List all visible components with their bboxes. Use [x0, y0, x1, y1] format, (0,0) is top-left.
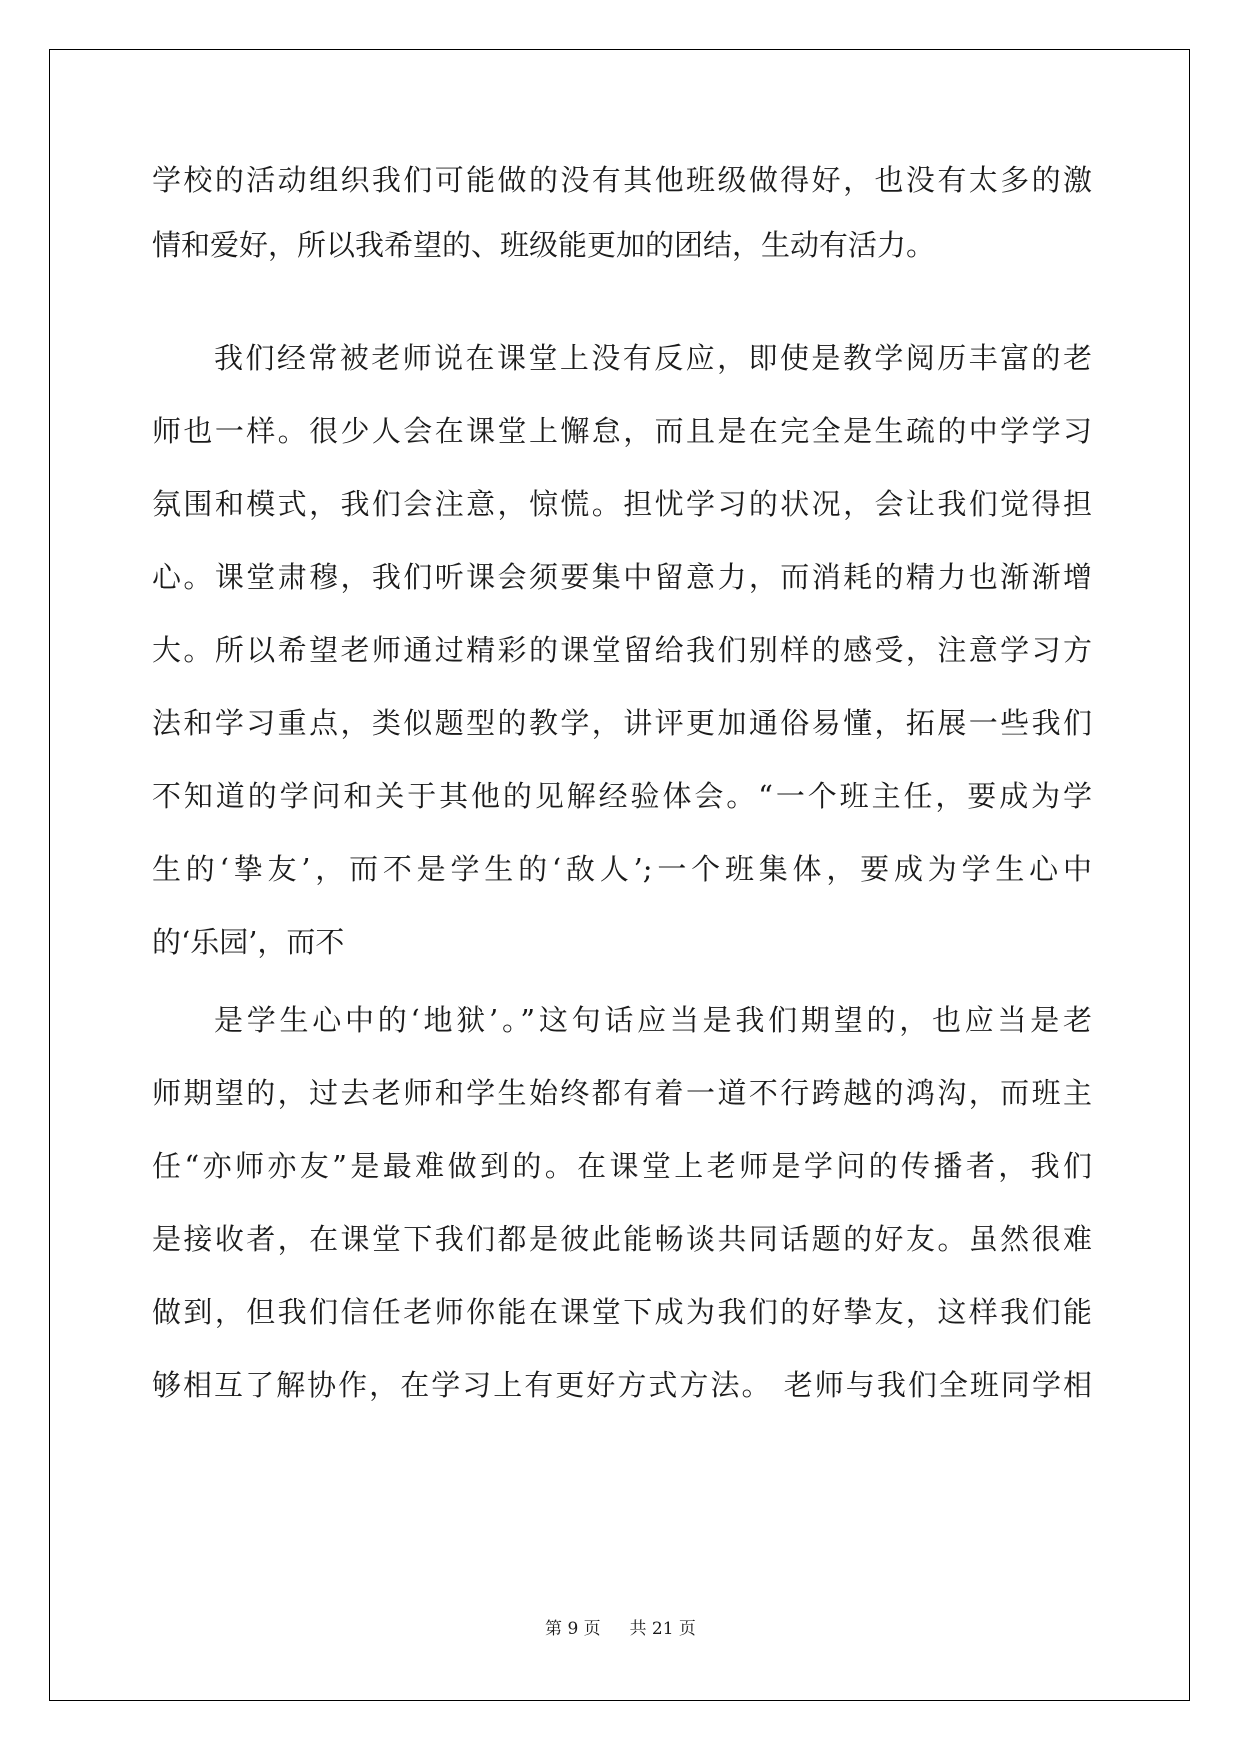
text-line: 情和爱好，所以我希望的、班级能更加的团结，生动有活力。: [152, 228, 936, 262]
text-line: 氛围和模式，我们会注意，惊慌。担忧学习的状况，会让我们觉得担: [152, 487, 1092, 521]
text-line: 是接收者，在课堂下我们都是彼此能畅谈共同话题的好友。虽然很难: [152, 1222, 1092, 1256]
text-line: 生的‘挚友’，而不是学生的‘敌人’;一个班集体，要成为学生心中: [152, 852, 1092, 886]
text-line: 师期望的，过去老师和学生始终都有着一道不行跨越的鸿沟，而班主: [152, 1076, 1092, 1110]
text-line: 学校的活动组织我们可能做的没有其他班级做得好，也没有太多的激: [152, 163, 1092, 197]
text-line: 大。所以希望老师通过精彩的课堂留给我们别样的感受，注意学习方: [152, 633, 1092, 667]
text-line: 法和学习重点，类似题型的教学，讲评更加通俗易懂，拓展一些我们: [152, 706, 1092, 740]
page-number: 第 9 页: [545, 1619, 601, 1639]
text-line: 任“亦师亦友”是最难做到的。在课堂上老师是学问的传播者，我们: [152, 1149, 1092, 1183]
text-line: 我们经常被老师说在课堂上没有反应，即使是教学阅历丰富的老: [214, 341, 1092, 375]
page-total: 共 21 页: [629, 1619, 696, 1639]
text-line: 做到，但我们信任老师你能在课堂下成为我们的好挚友，这样我们能: [152, 1295, 1092, 1329]
text-line: 是学生心中的‘地狱’。”这句话应当是我们期望的，也应当是老: [214, 1003, 1092, 1037]
text-line: 的‘乐园’，而不: [152, 925, 345, 959]
text-line: 不知道的学问和关于其他的见解经验体会。“一个班主任，要成为学: [152, 779, 1092, 813]
text-line: 心。课堂肃穆，我们听课会须要集中留意力，而消耗的精力也渐渐增: [152, 560, 1092, 594]
page-footer: [0, 1614, 1241, 1639]
text-line: 师也一样。很少人会在课堂上懈怠，而且是在完全是生疏的中学学习: [152, 414, 1092, 448]
text-line: 够相互了解协作，在学习上有更好方式方法。 老师与我们全班同学相: [152, 1368, 1092, 1402]
